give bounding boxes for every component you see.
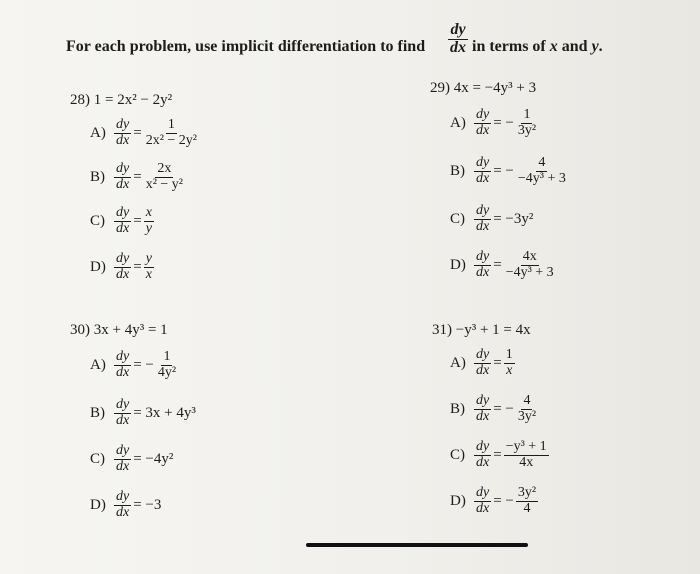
rhs-num: −y³ + 1 <box>505 439 547 454</box>
rhs-num: 3y² <box>517 485 537 500</box>
problem-28-option-d[interactable] <box>90 252 154 282</box>
rhs-fraction <box>156 350 178 380</box>
lhs-num: dy <box>116 349 130 364</box>
lhs-fraction <box>114 252 131 282</box>
equals: = <box>133 258 142 275</box>
rhs-den: x <box>506 362 513 378</box>
lhs-den: dx <box>116 412 130 428</box>
lhs-num: dy <box>116 205 130 220</box>
lhs-den: dx <box>476 454 490 470</box>
instructions-header <box>66 22 686 72</box>
instructions-prefix: For each problem, use implicit differentiation to find <box>66 38 426 55</box>
rhs-fraction <box>504 440 549 470</box>
problem-29-option-d[interactable] <box>450 250 556 280</box>
suffix-b: and <box>561 38 588 55</box>
rhs-fraction <box>516 108 538 138</box>
equals: = − <box>493 114 514 131</box>
lhs-fraction <box>114 162 131 192</box>
rhs-fraction <box>516 486 538 516</box>
equals: = −4y² <box>133 450 174 467</box>
rhs-den: 4y² <box>157 364 177 380</box>
problem-28-title: 28) 1 = 2x² − 2y² <box>70 92 173 108</box>
var-x: x <box>549 38 558 55</box>
problem-28-option-c[interactable] <box>90 206 154 236</box>
lhs-fraction <box>474 348 491 378</box>
problem-31-option-c[interactable] <box>450 440 549 470</box>
rhs-den: 4x <box>519 454 534 470</box>
lhs-fraction <box>474 156 491 186</box>
equals: = 3x + 4y³ <box>133 404 196 421</box>
rhs-den: −4y³ + 3 <box>517 170 566 186</box>
lhs-den: dx <box>476 122 490 138</box>
rhs-num: 1 <box>523 107 531 122</box>
problem-28-option-b[interactable] <box>90 162 185 192</box>
rhs-den: 3y² <box>517 122 537 138</box>
option-label: C) <box>450 446 465 463</box>
rhs-num: 1 <box>505 347 513 362</box>
rhs-num: 4 <box>523 393 531 408</box>
equals: = −3 <box>133 496 162 513</box>
problem-30-option-a[interactable] <box>90 350 178 380</box>
rhs-den: x <box>145 266 152 282</box>
lhs-den: dx <box>476 500 490 516</box>
rhs-fraction <box>504 348 515 378</box>
lhs-num: dy <box>476 107 490 122</box>
lhs-fraction <box>114 350 131 380</box>
lhs-den: dx <box>116 458 130 474</box>
lhs-num: dy <box>476 485 490 500</box>
problem-29-option-a[interactable] <box>450 108 538 138</box>
lhs-num: dy <box>476 347 490 362</box>
lhs-fraction <box>474 394 491 424</box>
equals: = <box>493 446 502 463</box>
home-indicator-bar[interactable] <box>306 543 528 547</box>
lhs-num: dy <box>476 249 490 264</box>
problem-29-title: 29) 4x = −4y³ + 3 <box>430 80 537 96</box>
problem-29-option-b[interactable] <box>450 156 568 186</box>
equals: = −3y² <box>493 210 534 227</box>
problem-28-option-a[interactable] <box>90 118 199 148</box>
problem-31-option-b[interactable] <box>450 394 538 424</box>
instructions-suffix <box>472 38 603 56</box>
equals: = <box>133 168 142 185</box>
rhs-fraction <box>504 250 556 280</box>
rhs-num: 1 <box>163 349 171 364</box>
option-label: B) <box>90 168 105 185</box>
option-label: D) <box>90 258 106 275</box>
lhs-den: dx <box>116 132 130 148</box>
lhs-fraction <box>114 490 131 520</box>
rhs-den: 4 <box>523 500 531 516</box>
option-label: A) <box>90 356 106 373</box>
equals: = − <box>493 492 514 509</box>
rhs-num: x <box>145 205 152 220</box>
option-label: B) <box>450 162 465 179</box>
suffix-a: in terms of <box>472 38 546 55</box>
suffix-period: . <box>598 38 603 55</box>
lhs-den: dx <box>116 266 130 282</box>
equals: = − <box>493 162 514 179</box>
lhs-fraction <box>114 444 131 474</box>
lhs-den: dx <box>476 264 490 280</box>
problem-31-option-d[interactable] <box>450 486 538 516</box>
header-derivative-fraction <box>448 22 468 57</box>
lhs-num: dy <box>116 117 130 132</box>
lhs-fraction <box>474 250 491 280</box>
rhs-num: 4 <box>538 155 546 170</box>
lhs-den: dx <box>116 176 130 192</box>
rhs-den: 2x² − 2y² <box>145 132 197 148</box>
equals: = <box>133 124 142 141</box>
lhs-num: dy <box>476 203 490 218</box>
lhs-num: dy <box>116 397 130 412</box>
rhs-fraction <box>144 252 154 282</box>
var-y: y <box>591 38 599 55</box>
option-label: A) <box>450 354 466 371</box>
rhs-fraction <box>144 118 199 148</box>
lhs-den: dx <box>476 408 490 424</box>
lhs-num: dy <box>116 443 130 458</box>
option-label: D) <box>90 496 106 513</box>
lhs-den: dx <box>476 170 490 186</box>
lhs-den: dx <box>116 364 130 380</box>
lhs-den: dx <box>476 362 490 378</box>
problem-30-option-c[interactable] <box>90 444 175 474</box>
lhs-fraction <box>114 206 131 236</box>
lhs-num: dy <box>476 439 490 454</box>
lhs-fraction <box>114 118 131 148</box>
equals: = − <box>493 400 514 417</box>
option-label: D) <box>450 256 466 273</box>
option-label: D) <box>450 492 466 509</box>
rhs-num: 1 <box>167 117 175 132</box>
lhs-num: dy <box>476 155 490 170</box>
rhs-den: y <box>145 220 152 236</box>
option-label: C) <box>90 450 105 467</box>
lhs-den: dx <box>116 504 130 520</box>
lhs-fraction <box>114 398 131 428</box>
equals: = <box>133 212 142 229</box>
rhs-fraction <box>516 156 568 186</box>
header-frac-denominator: dx <box>450 38 466 56</box>
lhs-num: dy <box>116 161 130 176</box>
option-label: C) <box>90 212 105 229</box>
rhs-den: x² − y² <box>145 176 183 192</box>
rhs-num: 4x <box>522 249 537 264</box>
lhs-fraction <box>474 440 491 470</box>
option-label: A) <box>90 124 106 141</box>
equals: = <box>493 256 502 273</box>
problem-30-title: 30) 3x + 4y³ = 1 <box>70 322 168 338</box>
lhs-fraction <box>474 108 491 138</box>
option-label: B) <box>450 400 465 417</box>
rhs-den: 3y² <box>517 408 537 424</box>
option-label: B) <box>90 404 105 421</box>
rhs-den: −4y³ + 3 <box>505 264 554 280</box>
problem-29-option-c[interactable] <box>450 204 535 234</box>
rhs-num: 2x <box>157 161 172 176</box>
rhs-fraction <box>144 206 154 236</box>
problem-31-title: 31) −y³ + 1 = 4x <box>432 322 531 338</box>
header-frac-numerator: dy <box>450 21 466 38</box>
lhs-num: dy <box>476 393 490 408</box>
lhs-fraction <box>474 486 491 516</box>
problem-30-option-b[interactable] <box>90 398 198 428</box>
equals: = − <box>133 356 154 373</box>
lhs-num: dy <box>116 251 130 266</box>
lhs-fraction <box>474 204 491 234</box>
option-label: A) <box>450 114 466 131</box>
problem-30-option-d[interactable] <box>90 490 163 520</box>
rhs-num: y <box>145 251 152 266</box>
lhs-num: dy <box>116 489 130 504</box>
problem-31-option-a[interactable] <box>450 348 515 378</box>
rhs-fraction <box>516 394 538 424</box>
equals: = <box>493 354 502 371</box>
lhs-den: dx <box>476 218 490 234</box>
option-label: C) <box>450 210 465 227</box>
rhs-fraction <box>144 162 185 192</box>
lhs-den: dx <box>116 220 130 236</box>
